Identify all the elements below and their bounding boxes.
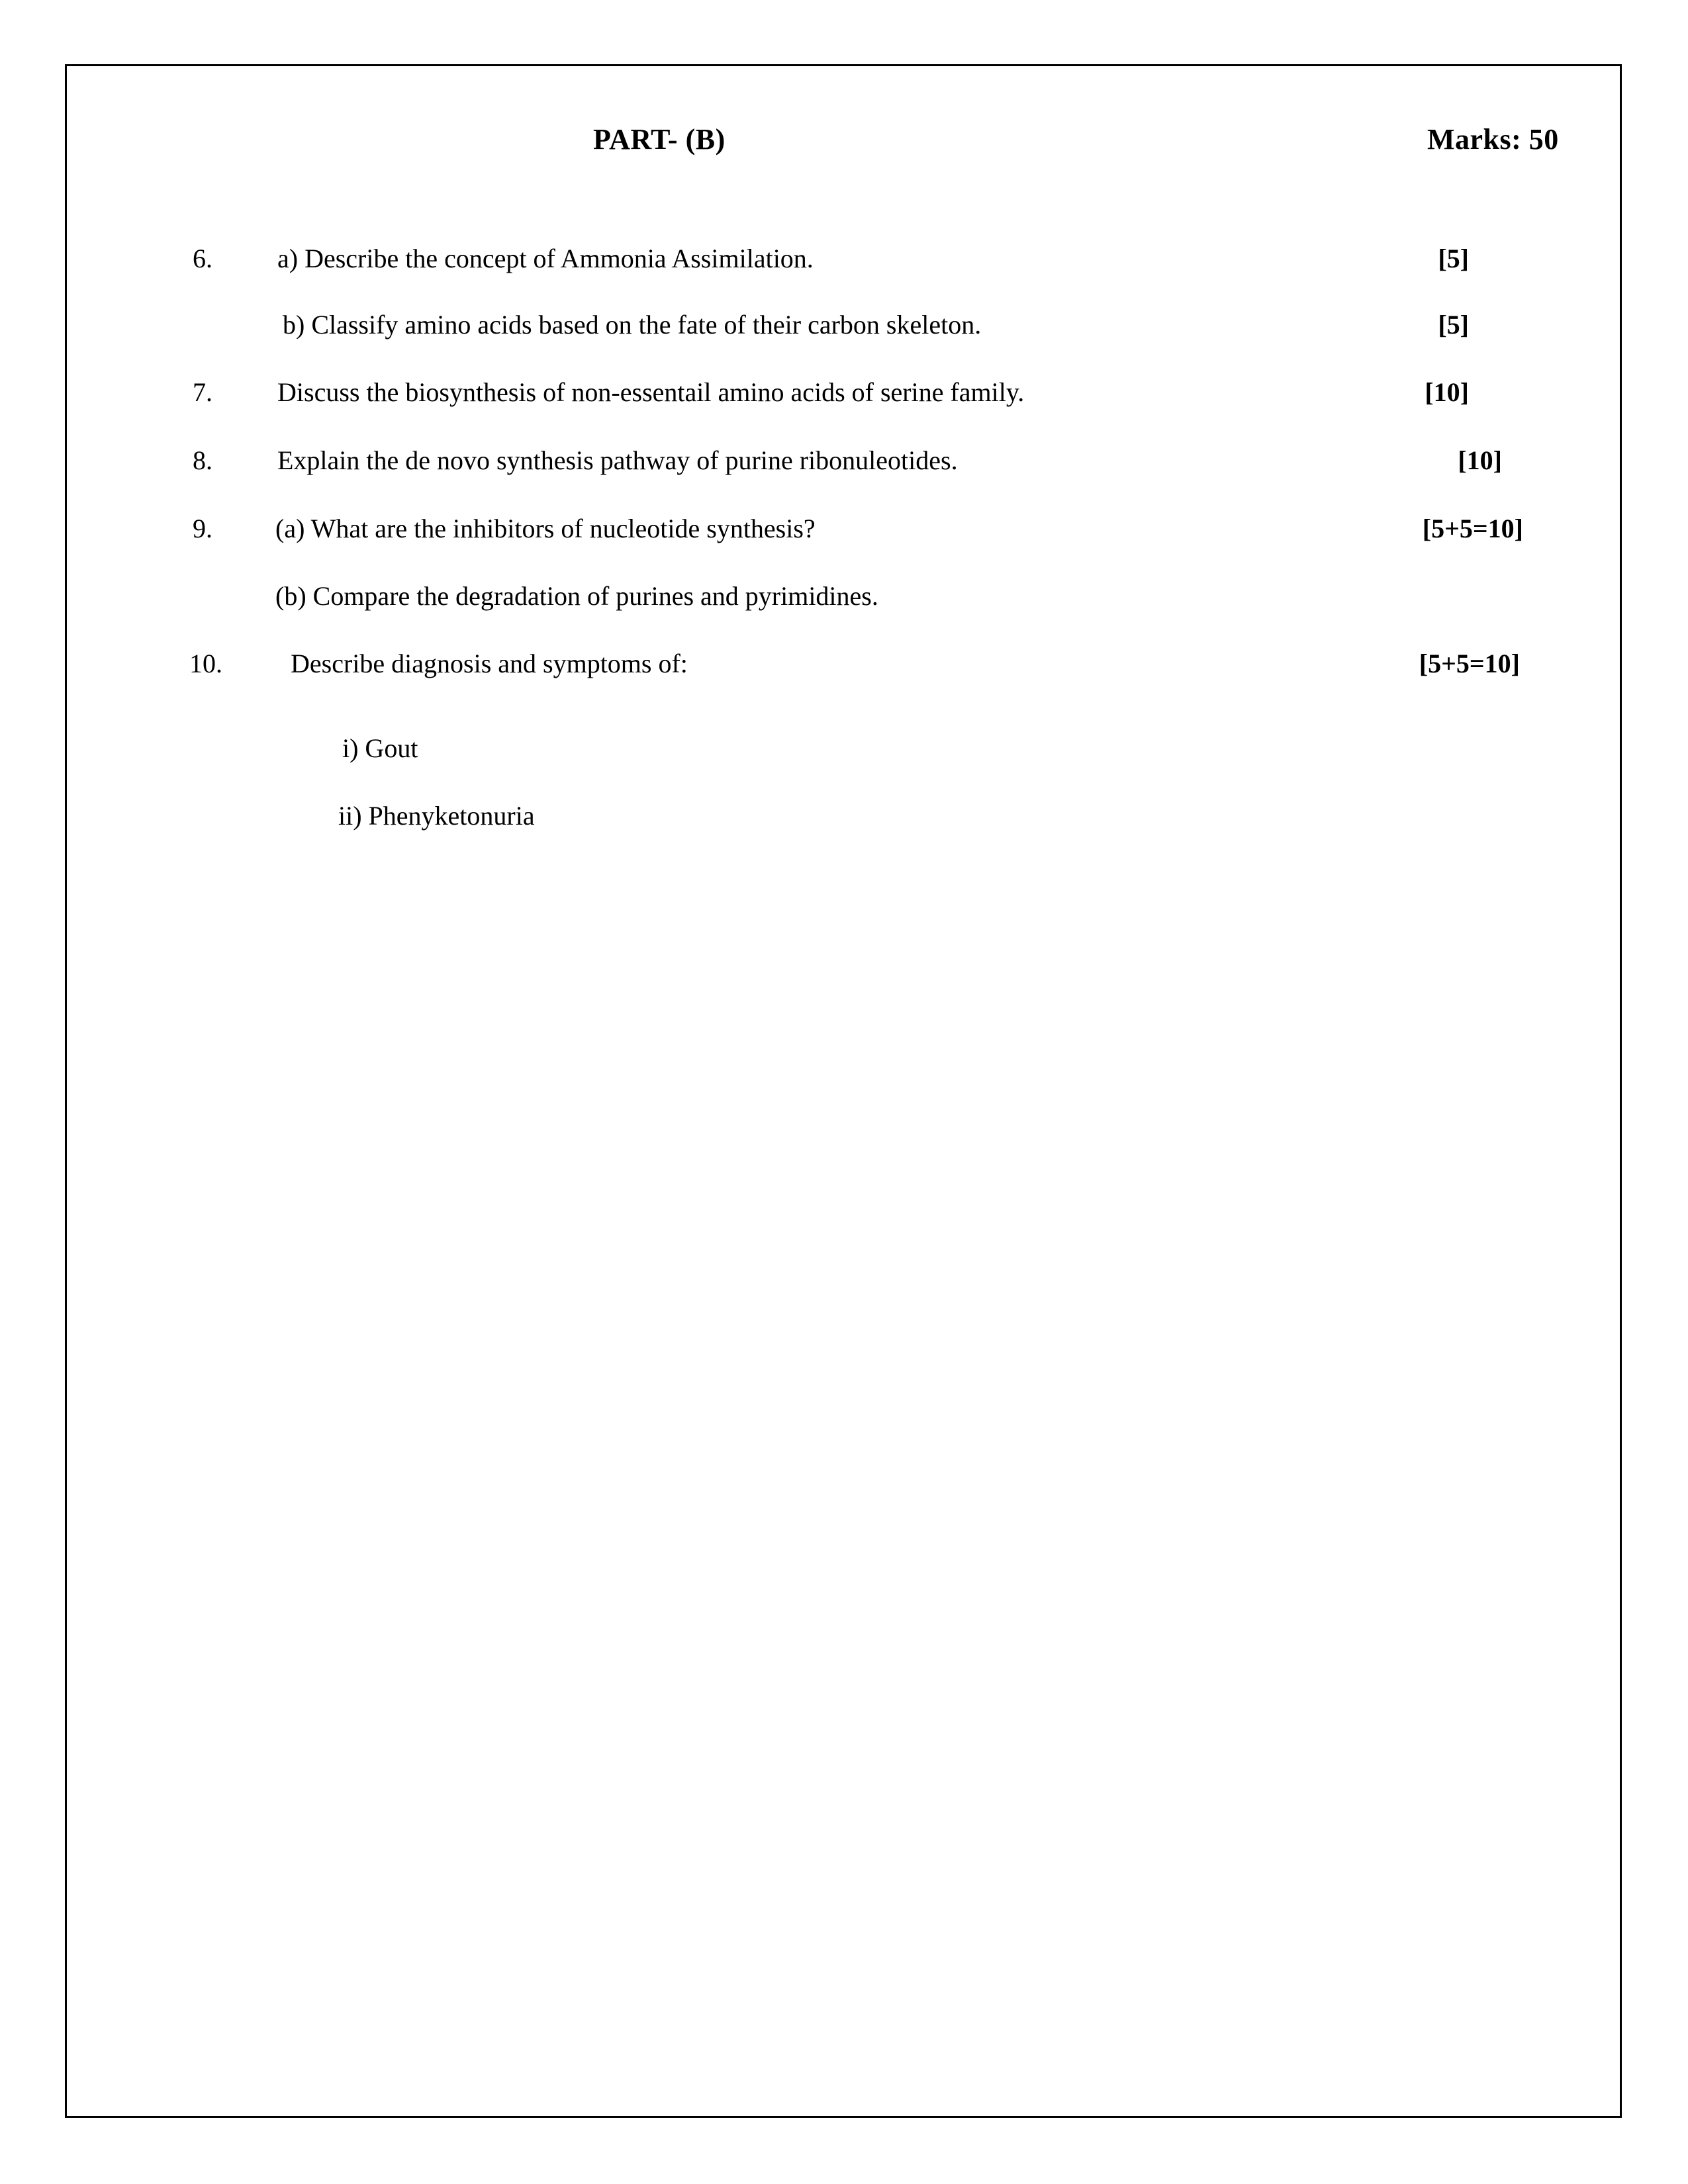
question-row	[67, 579, 1620, 614]
question-row	[67, 443, 1620, 478]
sub-item-label: ii) Phenyketonuria	[338, 801, 535, 831]
question-text: Discuss the biosynthesis of non-essentail amino acids of serine family.	[277, 377, 1025, 407]
question-number: 6.	[193, 244, 212, 273]
page-border-frame	[65, 64, 1622, 2118]
question-marks: [5+5=10]	[1422, 514, 1523, 543]
sub-item-label: i) Gout	[342, 733, 418, 763]
question-marks: [5]	[1438, 244, 1469, 273]
question-number: 7.	[193, 377, 212, 407]
question-text: Explain the de novo synthesis pathway of purine ribonuleotides.	[277, 445, 958, 475]
question-text: Describe diagnosis and symptoms of:	[291, 649, 688, 678]
question-number: 8.	[193, 445, 212, 475]
question-marks: [5+5=10]	[1419, 649, 1520, 678]
sub-item-row	[67, 799, 1620, 833]
part-title: PART- (B)	[593, 123, 726, 156]
question-text: (b) Compare the degradation of purines and pyrimidines.	[275, 581, 878, 611]
question-marks: [5]	[1438, 310, 1469, 340]
question-number: 9.	[193, 514, 212, 543]
question-row	[67, 647, 1620, 681]
question-row	[67, 375, 1620, 410]
question-text: a) Describe the concept of Ammonia Assimilation.	[277, 244, 814, 273]
sub-item-row	[67, 731, 1620, 766]
question-marks: [10]	[1425, 377, 1469, 407]
total-marks-label: Marks: 50	[1427, 123, 1559, 156]
question-number: 10.	[189, 649, 222, 678]
question-text: (a) What are the inhibitors of nucleotide synthesis?	[275, 514, 816, 543]
question-row	[67, 308, 1620, 342]
question-row	[67, 512, 1620, 546]
question-marks: [10]	[1458, 445, 1502, 475]
question-text: b) Classify amino acids based on the fate of their carbon skeleton.	[283, 310, 982, 340]
question-row	[67, 242, 1620, 276]
